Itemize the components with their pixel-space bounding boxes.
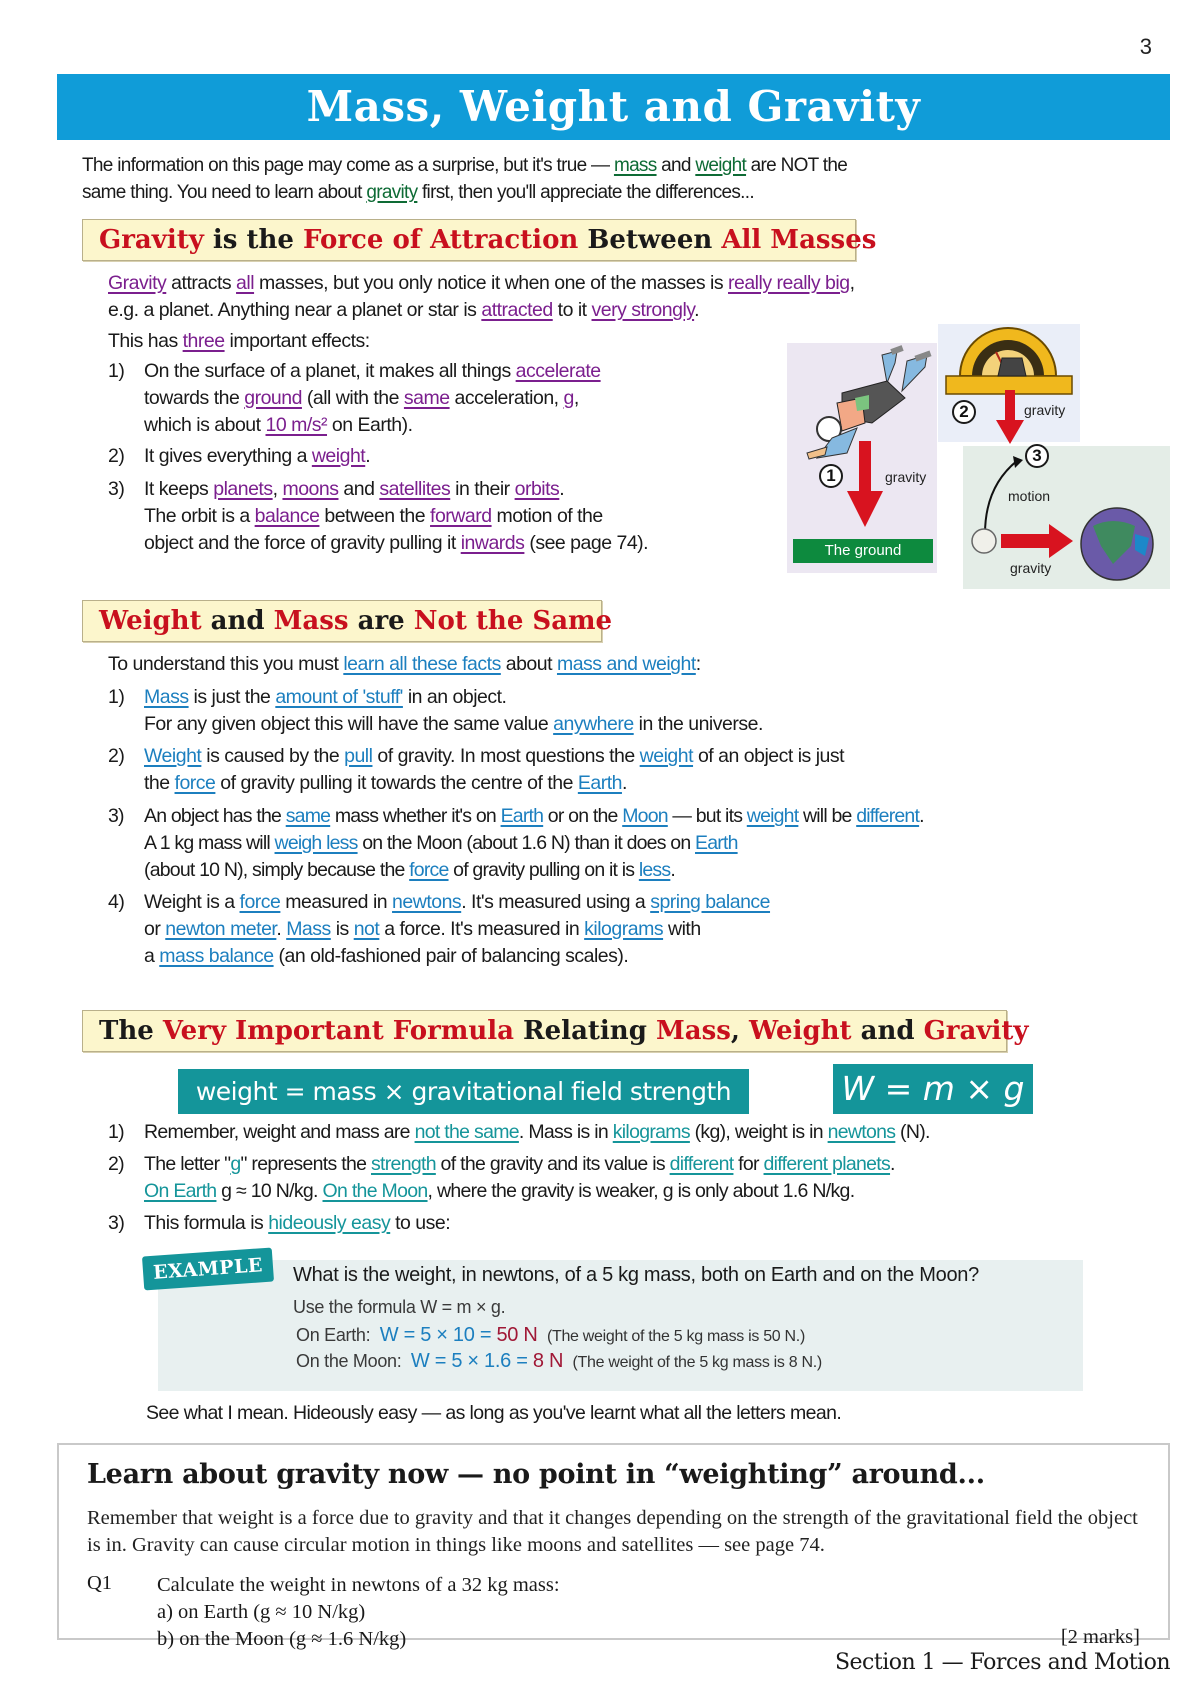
section-footer: Section 1 — Forces and Motion (834, 1650, 1170, 1675)
gravity-label: gravity (885, 469, 927, 485)
figure-number-1: 1 (819, 464, 843, 488)
page-number: 3 (1139, 34, 1152, 59)
keyword: mass (613, 155, 657, 176)
gravity-arrow-down-icon (996, 390, 1024, 444)
keyword: gravity (366, 182, 418, 203)
orbit-illustration (963, 446, 1170, 589)
figure-number-2: 2 (952, 400, 976, 424)
formula-item-2: 2) The letter "g" represents the strength of the gravity and its value is different for different planets. On Earth g ≈ 10 N/kg. On the Moon, where the gravity is weaker, g is only about 1.6 N/kg. (108, 1153, 895, 1202)
summary-title: Learn about gravity now — no point in “weighting” around... (87, 1459, 985, 1490)
gravity-label: gravity (1010, 560, 1052, 576)
page-title: Mass, Weight and Gravity (57, 74, 1170, 140)
keyword: weight (695, 155, 747, 176)
ground-label: The ground (793, 539, 933, 563)
example-moon-line: On the Moon: W = 5 × 1.6 = 8 N (The weight of the 5 kg mass is 8 N.) (296, 1350, 822, 1372)
gravity-arrow-down-icon (847, 441, 883, 527)
summary-text: Remember that weight is a force due to gravity and that it changes depending on the strength of the gravitational field the object is in. Gravity can cause circular motion in things like moons and satellites — see page 74. (87, 1507, 1138, 1556)
fact-item-4: 4) Weight is a force measured in newtons. It's measured using a spring balance or newton meter. Mass is not a force. It's measured in kilograms with a mass balance (an old-fashioned pair of balancing scales). (108, 891, 771, 967)
effect-item-1: 1) On the surface of a planet, it makes all things accelerate towards the ground (all with the same acceleration, g, which is about 10 m/s² on Earth). (108, 360, 601, 436)
question-text: Calculate the weight in newtons of a 32 kg mass: a) on Earth (g ≈ 10 N/kg) b) on the Moon (g ≈ 1.6 N/kg) (157, 1574, 560, 1650)
question-label: Q1 (87, 1572, 113, 1594)
summary-box (57, 1443, 1170, 1650)
effect-item-3: 3) It keeps planets, moons and satellites in their orbits. The orbit is a balance between the forward motion of the object and the force of gravity pulling it inwards (see page 74). (108, 478, 649, 554)
section-heading-formula: The Very Important Formula Relating Mass, Weight and Gravity (82, 1010, 1007, 1052)
example-tag: EXAMPLE (142, 1248, 274, 1291)
figure-weighing-scale (938, 324, 1080, 442)
section-heading-weight-mass: Weight and Mass are Not the Same (82, 600, 602, 642)
example-use-formula: Use the formula W = m × g. (293, 1297, 506, 1317)
question-marks: [2 marks] (1060, 1626, 1140, 1648)
formula-item-1: 1) Remember, weight and mass are not the same. Mass is in kilograms (kg), weight is in newtons (N). (108, 1121, 930, 1143)
fact-item-1: 1) Mass is just the amount of 'stuff' in an object. For any given object this will have the same value anywhere in the universe. (108, 686, 763, 735)
section2-lead: To understand this you must learn all these facts about mass and weight: (108, 653, 701, 675)
example-question: What is the weight, in newtons, of a 5 kg mass, both on Earth and on the Moon? (293, 1264, 979, 1286)
figure-number-3: 3 (1025, 444, 1049, 468)
fact-item-2: 2) Weight is caused by the pull of gravity. In most questions the weight of an object is just the force of gravity pulling it towards the centre of the Earth. (108, 745, 845, 794)
effect-item-2: 2) It gives everything a weight. (108, 445, 371, 467)
example-earth-line: On Earth: W = 5 × 10 = 50 N (The weight of the 5 kg mass is 50 N.) (296, 1324, 805, 1346)
gravity-label: gravity (1024, 402, 1066, 418)
fact-item-3: 3) An object has the same mass whether it's on Earth or on the Moon — but its weight will be different. A 1 kg mass will weigh less on the Moon (about 1.6 N) than it does on Earth (about 10 N), simply because the force of gravity pulling on it is less. (108, 805, 924, 881)
section-heading-gravity: Gravity is the Force of Attraction Between All Masses (82, 219, 856, 261)
section1-paragraph: Gravity attracts all masses, but you only notice it when one of the masses is really really big, e.g. a planet. Anything near a planet or star is attracted to it very strongly. This has three important effects: (108, 272, 855, 352)
intro-paragraph: The information on this page may come as a surprise, but it's true — mass and weight are NOT the same thing. You need to learn about gravity first, then you'll appreciate the differences... (82, 155, 848, 203)
motion-label: motion (1008, 488, 1051, 504)
formula-item-3: 3) This formula is hideously easy to use: (108, 1212, 451, 1234)
figure-orbit (963, 446, 1170, 589)
closing-remark: See what I mean. Hideously easy — as long as you've learnt what all the letters mean. (146, 1402, 842, 1424)
formula-symbols-box: W = m × g (833, 1064, 1033, 1114)
formula-words-box: weight = mass × gravitational field strength (178, 1069, 749, 1114)
figure-skydiver (787, 343, 937, 573)
